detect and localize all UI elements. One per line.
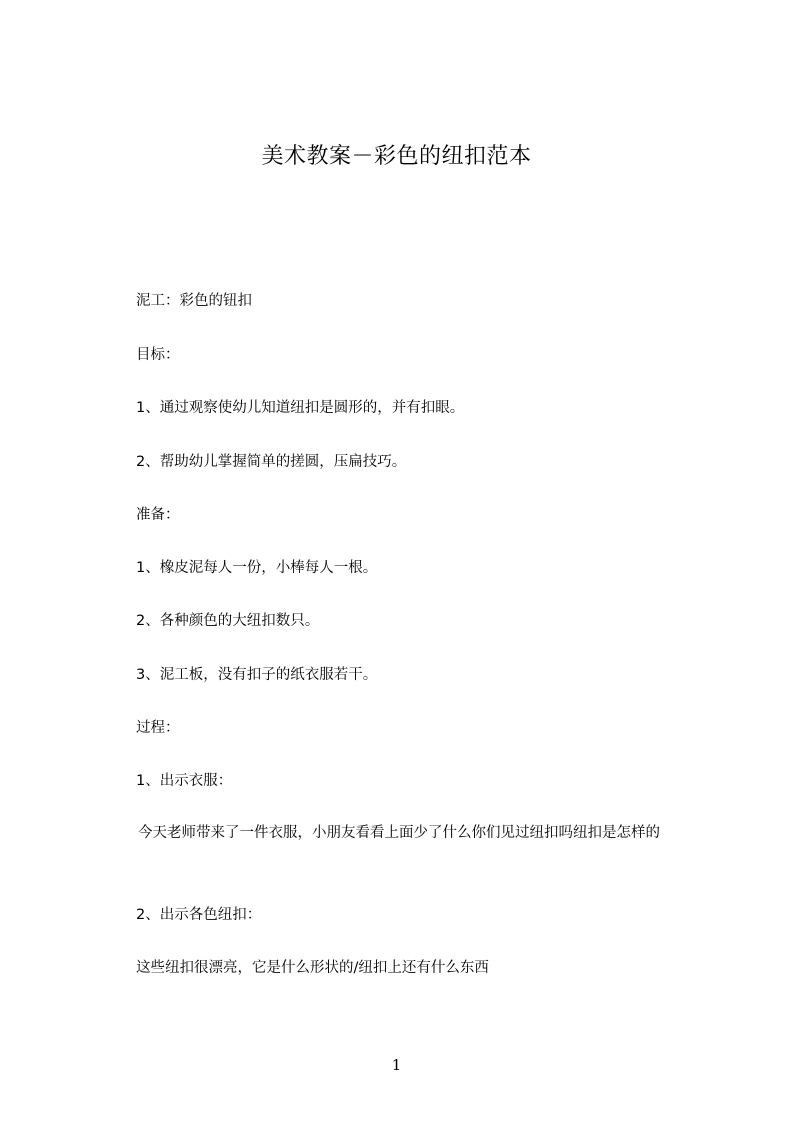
process-step-1-description: 今天老师带来了一件衣服，小朋友看看上面少了什么你们见过纽扣吗纽扣是怎样的 — [138, 825, 660, 841]
preparation-item-1: 1、橡皮泥每人一份，小棒每人一根。 — [136, 560, 378, 576]
process-step-1: 1、出示衣服： — [136, 773, 233, 789]
section-heading-preparation: 准备： — [136, 507, 180, 523]
preparation-item-2: 2、各种颜色的大纽扣数只。 — [136, 613, 320, 629]
process-step-2-description: 这些纽扣很漂亮，它是什么形状的/纽扣上还有什么东西 — [136, 960, 489, 976]
preparation-item-3: 3、泥工板，没有扣子的纸衣服若干。 — [136, 667, 378, 683]
page-number: 1 — [391, 1056, 402, 1074]
section-heading-goals: 目标： — [136, 347, 180, 363]
process-step-2: 2、出示各色纽扣： — [136, 907, 262, 923]
goal-item-1: 1、通过观察使幼儿知道纽扣是圆形的，并有扣眼。 — [136, 400, 465, 416]
document-title: 美术教案－彩色的纽扣范本 — [261, 144, 532, 169]
section-heading-clay-work: 泥工：彩色的钮扣 — [136, 293, 252, 309]
section-heading-process: 过程： — [136, 720, 180, 736]
goal-item-2: 2、帮助幼儿掌握简单的搓圆，压扁技巧。 — [136, 454, 407, 470]
